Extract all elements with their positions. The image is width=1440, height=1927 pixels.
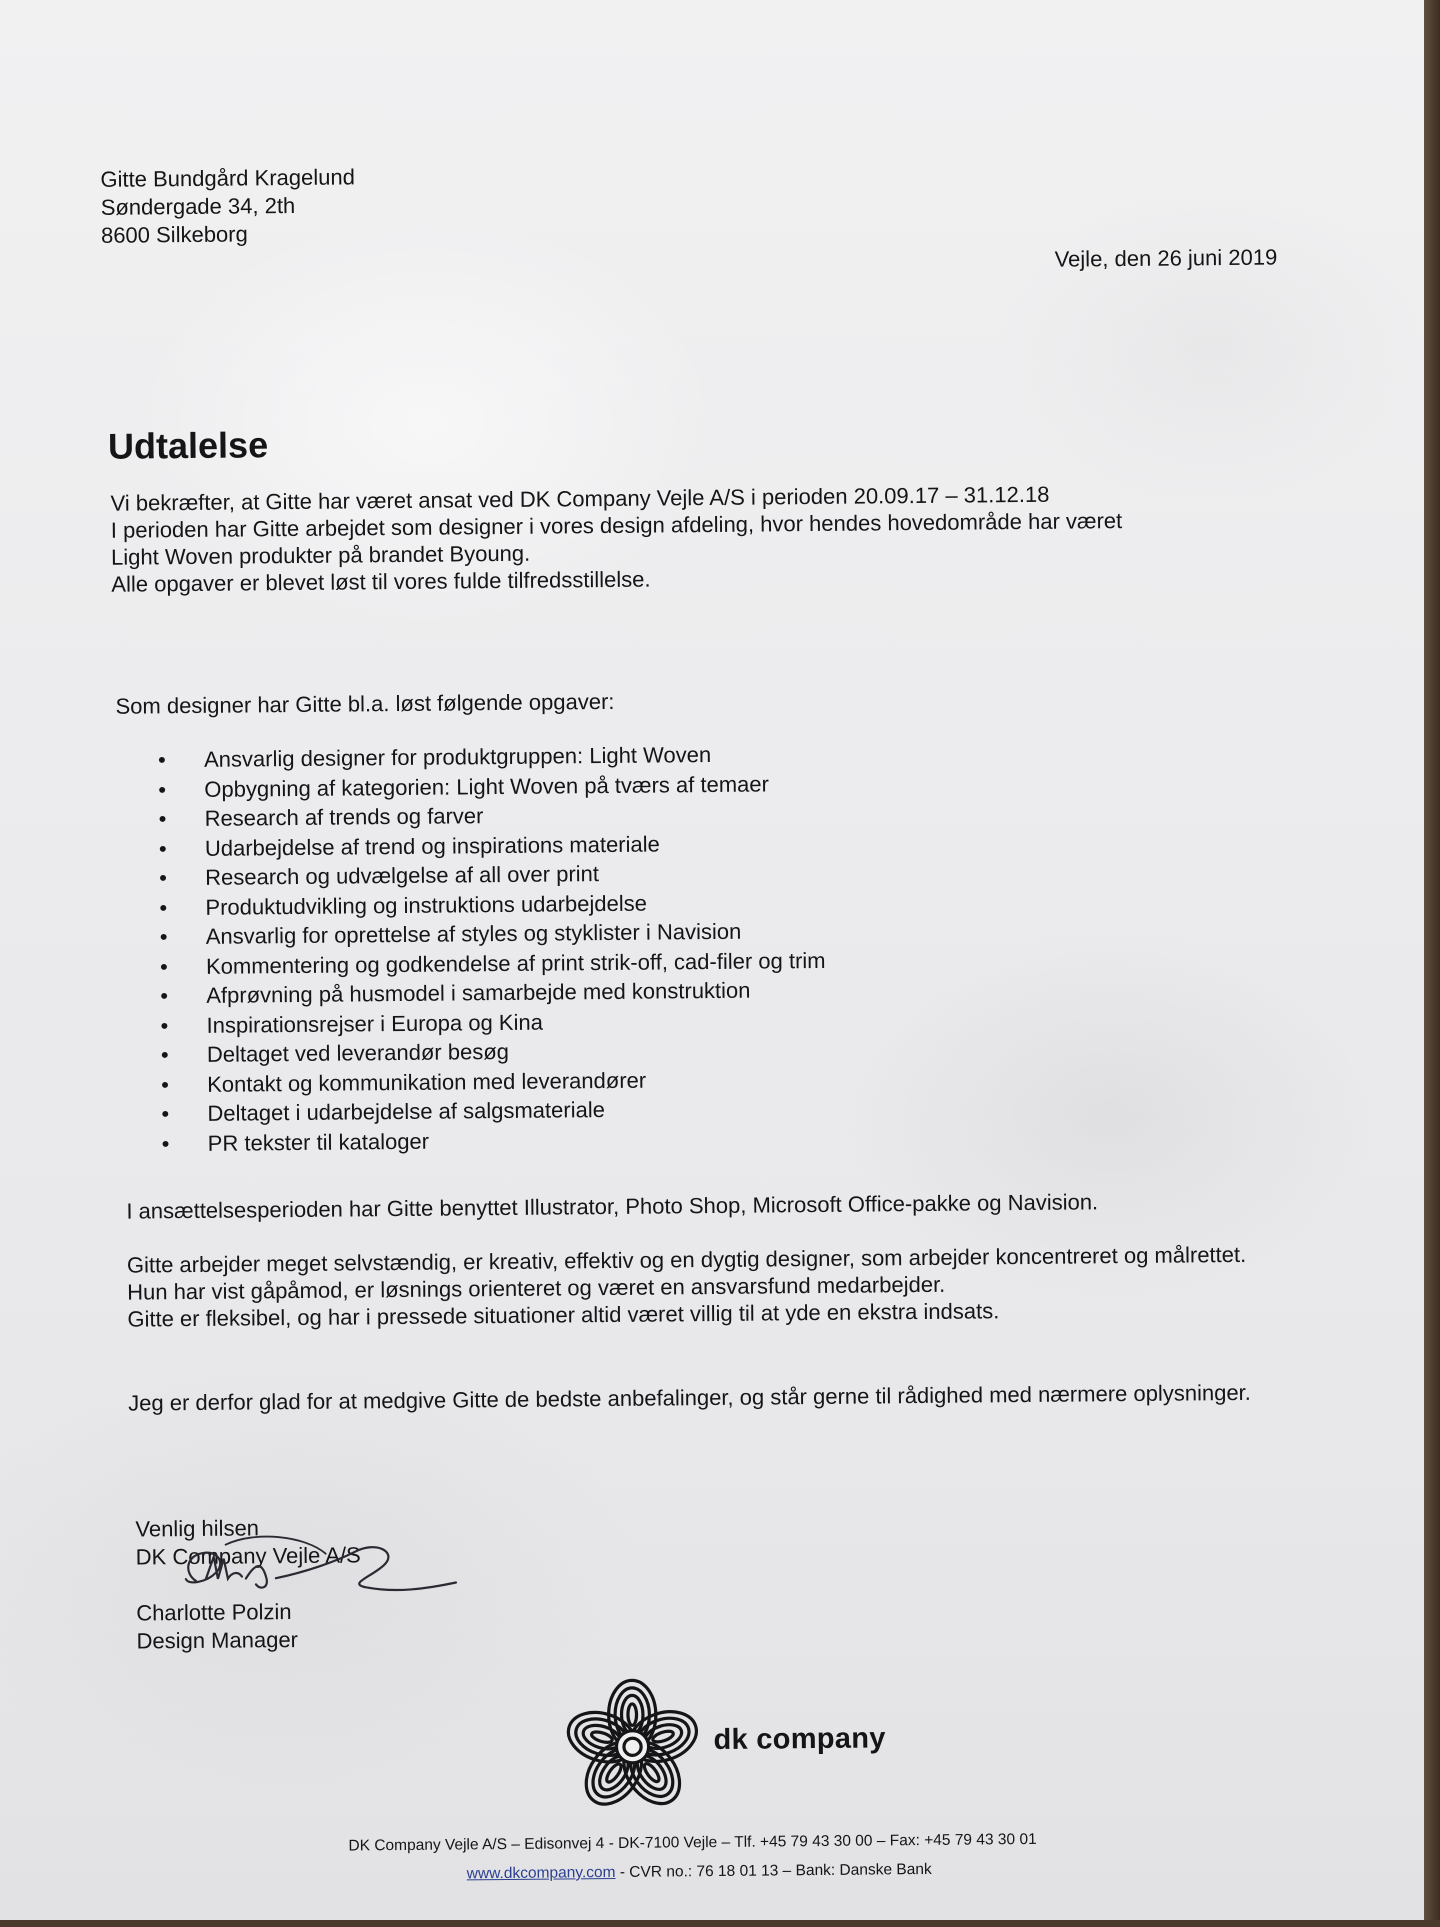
task-text: Research af trends og farver (204, 803, 484, 831)
task-text: Afprøvning på husmodel i samarbejde med konstruktion (206, 977, 751, 1008)
letter-heading: Udtalelse (107, 424, 269, 467)
task-text: Ansvarlig for oprettelse af styles og styklister i Navision (205, 918, 742, 949)
recipient-city: 8600 Silkeborg (100, 221, 248, 248)
bullet: • (158, 835, 167, 861)
website-link[interactable]: www.dkcompany.com (466, 1863, 616, 1883)
handwritten-signature (165, 1530, 466, 1613)
task-text: Kontakt og kommunikation med leverandører (207, 1067, 647, 1097)
task-text: Kommentering og godkendelse af print strik-off, cad-filer og trim (205, 947, 826, 979)
bullet: • (159, 953, 168, 979)
intro-line: I perioden har Gitte arbejdet som designer i vores design afdeling, hvor hendes hovedområde har været (110, 508, 1123, 543)
bullet: • (158, 806, 167, 832)
assessment-line: Gitte er fleksibel, og har i pressede situationer altid været villig til at yde en ekstra indsats. (127, 1298, 1000, 1332)
recipient-name: Gitte Bundgård Kragelund (100, 164, 355, 192)
task-text: Udarbejdelse af trend og inspirations materiale (204, 830, 660, 861)
bullet: • (157, 747, 166, 773)
recipient-street: Søndergade 34, 2th (100, 192, 296, 220)
assessment-paragraph (127, 1241, 1258, 1333)
software-text: I ansættelsesperioden har Gitte benyttet Illustrator, Photo Shop, Microsoft Office-pakke og Navision. (126, 1189, 1099, 1224)
closing-company: DK Company Vejle A/S (135, 1542, 361, 1570)
recipient-address (100, 163, 355, 249)
task-text: Deltaget ved leverandør besøg (206, 1038, 510, 1067)
task-text: Inspirationsrejser i Europa og Kina (206, 1009, 544, 1038)
task-text: Opbygning af kategorien: Light Woven på tværs af temaer (204, 770, 770, 802)
bullet: • (160, 1012, 169, 1038)
recommendation-text: Jeg er derfor glad for at medgive Gitte de bedste anbefalinger, og står gerne til rådighed med nærmere oplysninger. (128, 1379, 1251, 1416)
task-text: Deltaget i udarbejdelse af salgsmateriale (207, 1097, 606, 1126)
task-text: PR tekster til kataloger (207, 1128, 430, 1156)
flower-logo-icon (557, 1676, 708, 1817)
task-text: Research og udvælgelse af all over print (205, 861, 600, 890)
intro-line: Vi bekræfter, at Gitte har været ansat ved DK Company Vejle A/S i perioden 20.09.17 – 31.12.18 (110, 481, 1050, 516)
intro-line: Alle opgaver er blevet løst til vores fulde tilfredsstillelse. (111, 566, 651, 597)
task-text: Ansvarlig designer for produktgruppen: Light Woven (203, 741, 712, 772)
bullet: • (160, 983, 169, 1009)
date-line: Vejle, den 26 juni 2019 (1054, 244, 1278, 272)
tasks-lead: Som designer har Gitte bl.a. løst følgende opgaver: (115, 688, 615, 719)
bullet: • (161, 1071, 169, 1097)
closing-greeting: Venlig hilsen (135, 1515, 260, 1542)
intro-paragraph (110, 479, 1271, 598)
bullet: • (159, 865, 168, 891)
software-paragraph (126, 1187, 1256, 1225)
bullet: • (161, 1101, 170, 1127)
bullet: • (158, 776, 167, 802)
task-list (158, 739, 827, 1158)
signer-name: Charlotte Polzin (136, 1599, 292, 1626)
recommendation-paragraph (128, 1379, 1258, 1417)
signer-title: Design Manager (136, 1627, 299, 1654)
bullet: • (159, 924, 168, 950)
task-text: Produktudvikling og instruktions udarbejdelse (205, 890, 648, 920)
footer-cvr-bank: - CVR no.: 76 18 01 13 – Bank: Danske Bank (615, 1860, 932, 1881)
bullet: • (161, 1130, 170, 1156)
footer-address: DK Company Vejle A/S – Edisonvej 4 - DK-7100 Vejle – Tlf. +45 79 43 30 00 – Fax: +45 79 43 30 01 (348, 1830, 1037, 1855)
footer-registration (467, 1861, 932, 1883)
logo-wordmark: dk company (713, 1722, 886, 1757)
assessment-line: Gitte arbejder meget selvstændig, er kreativ, effektiv og en dygtig designer, som arbejder koncentreret og målrettet. (126, 1241, 1247, 1278)
bullet: • (160, 1042, 169, 1068)
list-item (162, 1122, 828, 1158)
intro-line: Light Woven produkter på brandet Byoung. (110, 540, 531, 570)
bullet: • (159, 894, 168, 920)
assessment-line: Hun har vist gåpåmod, er løsnings orienteret og været en ansvarsfund medarbejder. (127, 1271, 946, 1305)
